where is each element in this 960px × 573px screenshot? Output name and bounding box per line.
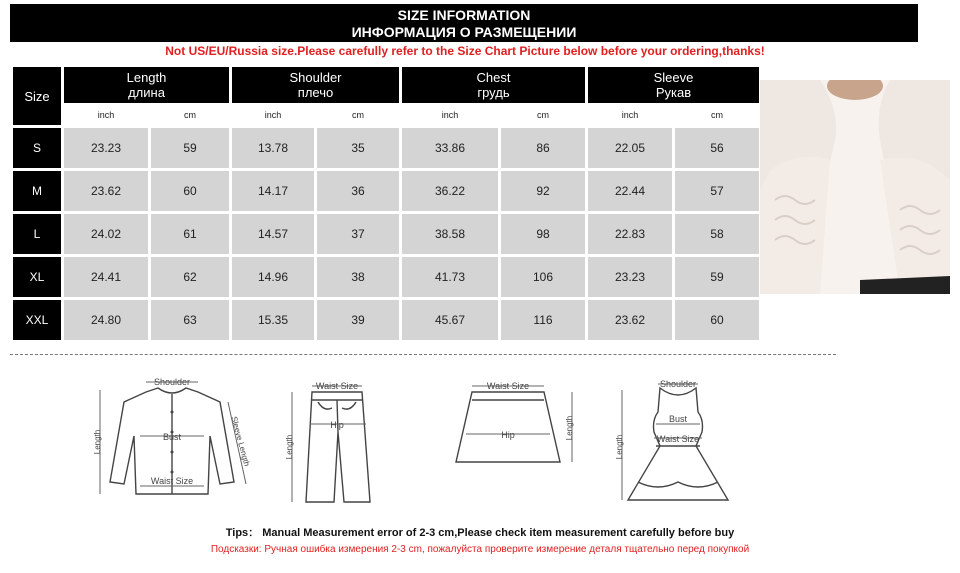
bust-label: Bust (668, 414, 688, 424)
tips-russian: Подсказки: Ручная ошибка измерения 2-3 cm, пожалуйста проверите измерение деталя тщательно перед покупкой (210, 544, 750, 555)
length-header (64, 67, 229, 103)
table-cell: 63 (151, 300, 229, 340)
size-label: L (13, 214, 61, 254)
table-cell: 24.80 (64, 300, 148, 340)
unit-label: cm (317, 106, 399, 125)
waist-size-label: Waist Size (656, 434, 700, 444)
table-row (13, 214, 759, 254)
sleeve-header-ru: Рукав (655, 84, 692, 100)
unit-label: cm (675, 106, 759, 125)
table-cell: 37 (317, 214, 399, 254)
table-row (13, 171, 759, 211)
pants-measurement-diagram (278, 372, 388, 512)
table-cell: 60 (151, 171, 229, 211)
unit-label: inch (402, 106, 498, 125)
length-label: Length (285, 434, 294, 460)
sleeve-header (588, 67, 759, 103)
length-label: Length (565, 415, 574, 441)
tips-text: Manual Measurement error of 2-3 cm,Please check item measurement carefully before buy (262, 527, 735, 539)
chest-header (402, 67, 585, 103)
table-cell: 14.57 (232, 214, 314, 254)
size-label: XL (13, 257, 61, 297)
table-cell: 23.23 (64, 128, 148, 168)
table-cell: 92 (501, 171, 585, 211)
product-photo (760, 80, 950, 294)
waist-size-label: Waist Size (150, 476, 194, 486)
table-cell: 36.22 (402, 171, 498, 211)
hip-label: Hip (501, 430, 515, 440)
dress-measurement-diagram (608, 372, 748, 512)
table-cell: 22.05 (588, 128, 672, 168)
table-row (13, 128, 759, 168)
table-cell: 14.96 (232, 257, 314, 297)
table-cell: 106 (501, 257, 585, 297)
table-cell: 35 (317, 128, 399, 168)
length-header-en: Length (126, 69, 167, 85)
shirt-measurement-diagram (88, 372, 258, 512)
skirt-measurement-diagram (438, 372, 588, 512)
sleeve-length-label: Sleeve Length (229, 415, 252, 468)
table-cell: 22.83 (588, 214, 672, 254)
hip-label: Hip (330, 420, 344, 430)
unit-label: inch (588, 106, 672, 125)
table-cell: 86 (501, 128, 585, 168)
title-russian: ИНФОРМАЦИЯ О РАЗМЕЩЕНИИ (351, 24, 577, 40)
table-cell: 61 (151, 214, 229, 254)
waist-size-label: Waist Size (486, 381, 530, 391)
table-cell: 59 (675, 257, 759, 297)
table-cell: 39 (317, 300, 399, 340)
table-cell: 22.44 (588, 171, 672, 211)
title-banner (10, 4, 918, 42)
table-cell: 24.41 (64, 257, 148, 297)
table-cell: 116 (501, 300, 585, 340)
table-cell: 45.67 (402, 300, 498, 340)
title-english: SIZE INFORMATION (397, 7, 531, 23)
table-row (13, 300, 759, 340)
table-cell: 58 (675, 214, 759, 254)
size-label: M (13, 171, 61, 211)
size-warning: Not US/EU/Russia size.Please carefully refer to the Size Chart Picture below before your ordering,thanks! (165, 44, 765, 58)
table-cell: 59 (151, 128, 229, 168)
table-cell: 57 (675, 171, 759, 211)
unit-label: cm (151, 106, 229, 125)
table-cell: 33.86 (402, 128, 498, 168)
size-label: S (13, 128, 61, 168)
shoulder-header-ru: плечо (297, 84, 334, 100)
length-label: Length (615, 434, 624, 460)
sleeve-header-en: Sleeve (653, 69, 694, 85)
table-cell: 14.17 (232, 171, 314, 211)
unit-label: inch (64, 106, 148, 125)
size-column-header: Size (13, 67, 61, 125)
tips-prefix: Tips： (225, 527, 260, 539)
shoulder-header-en: Shoulder (289, 69, 342, 85)
table-cell: 15.35 (232, 300, 314, 340)
table-cell: 56 (675, 128, 759, 168)
table-cell: 23.23 (588, 257, 672, 297)
unit-label: inch (232, 106, 314, 125)
table-cell: 98 (501, 214, 585, 254)
chest-header-ru: грудь (477, 84, 510, 100)
table-cell: 38 (317, 257, 399, 297)
tips-english (0, 524, 960, 540)
shoulder-label: Shoulder (659, 379, 697, 389)
table-cell: 23.62 (64, 171, 148, 211)
waist-size-label: Waist Size (315, 381, 359, 391)
blouse-photo-illustration (760, 80, 950, 294)
bust-label: Bust (162, 432, 182, 442)
shoulder-header (232, 67, 399, 103)
table-cell: 36 (317, 171, 399, 211)
length-header-ru: длина (128, 84, 165, 100)
table-cell: 23.62 (588, 300, 672, 340)
length-label: Length (93, 429, 102, 455)
size-label: XXL (13, 300, 61, 340)
section-divider (10, 354, 836, 355)
unit-label: cm (501, 106, 585, 125)
table-cell: 13.78 (232, 128, 314, 168)
shoulder-label: Shoulder (153, 377, 191, 387)
table-cell: 62 (151, 257, 229, 297)
table-row (13, 257, 759, 297)
size-chart-table (10, 64, 762, 343)
table-cell: 60 (675, 300, 759, 340)
table-cell: 24.02 (64, 214, 148, 254)
chest-header-en: Chest (476, 69, 511, 85)
table-cell: 38.58 (402, 214, 498, 254)
table-cell: 41.73 (402, 257, 498, 297)
